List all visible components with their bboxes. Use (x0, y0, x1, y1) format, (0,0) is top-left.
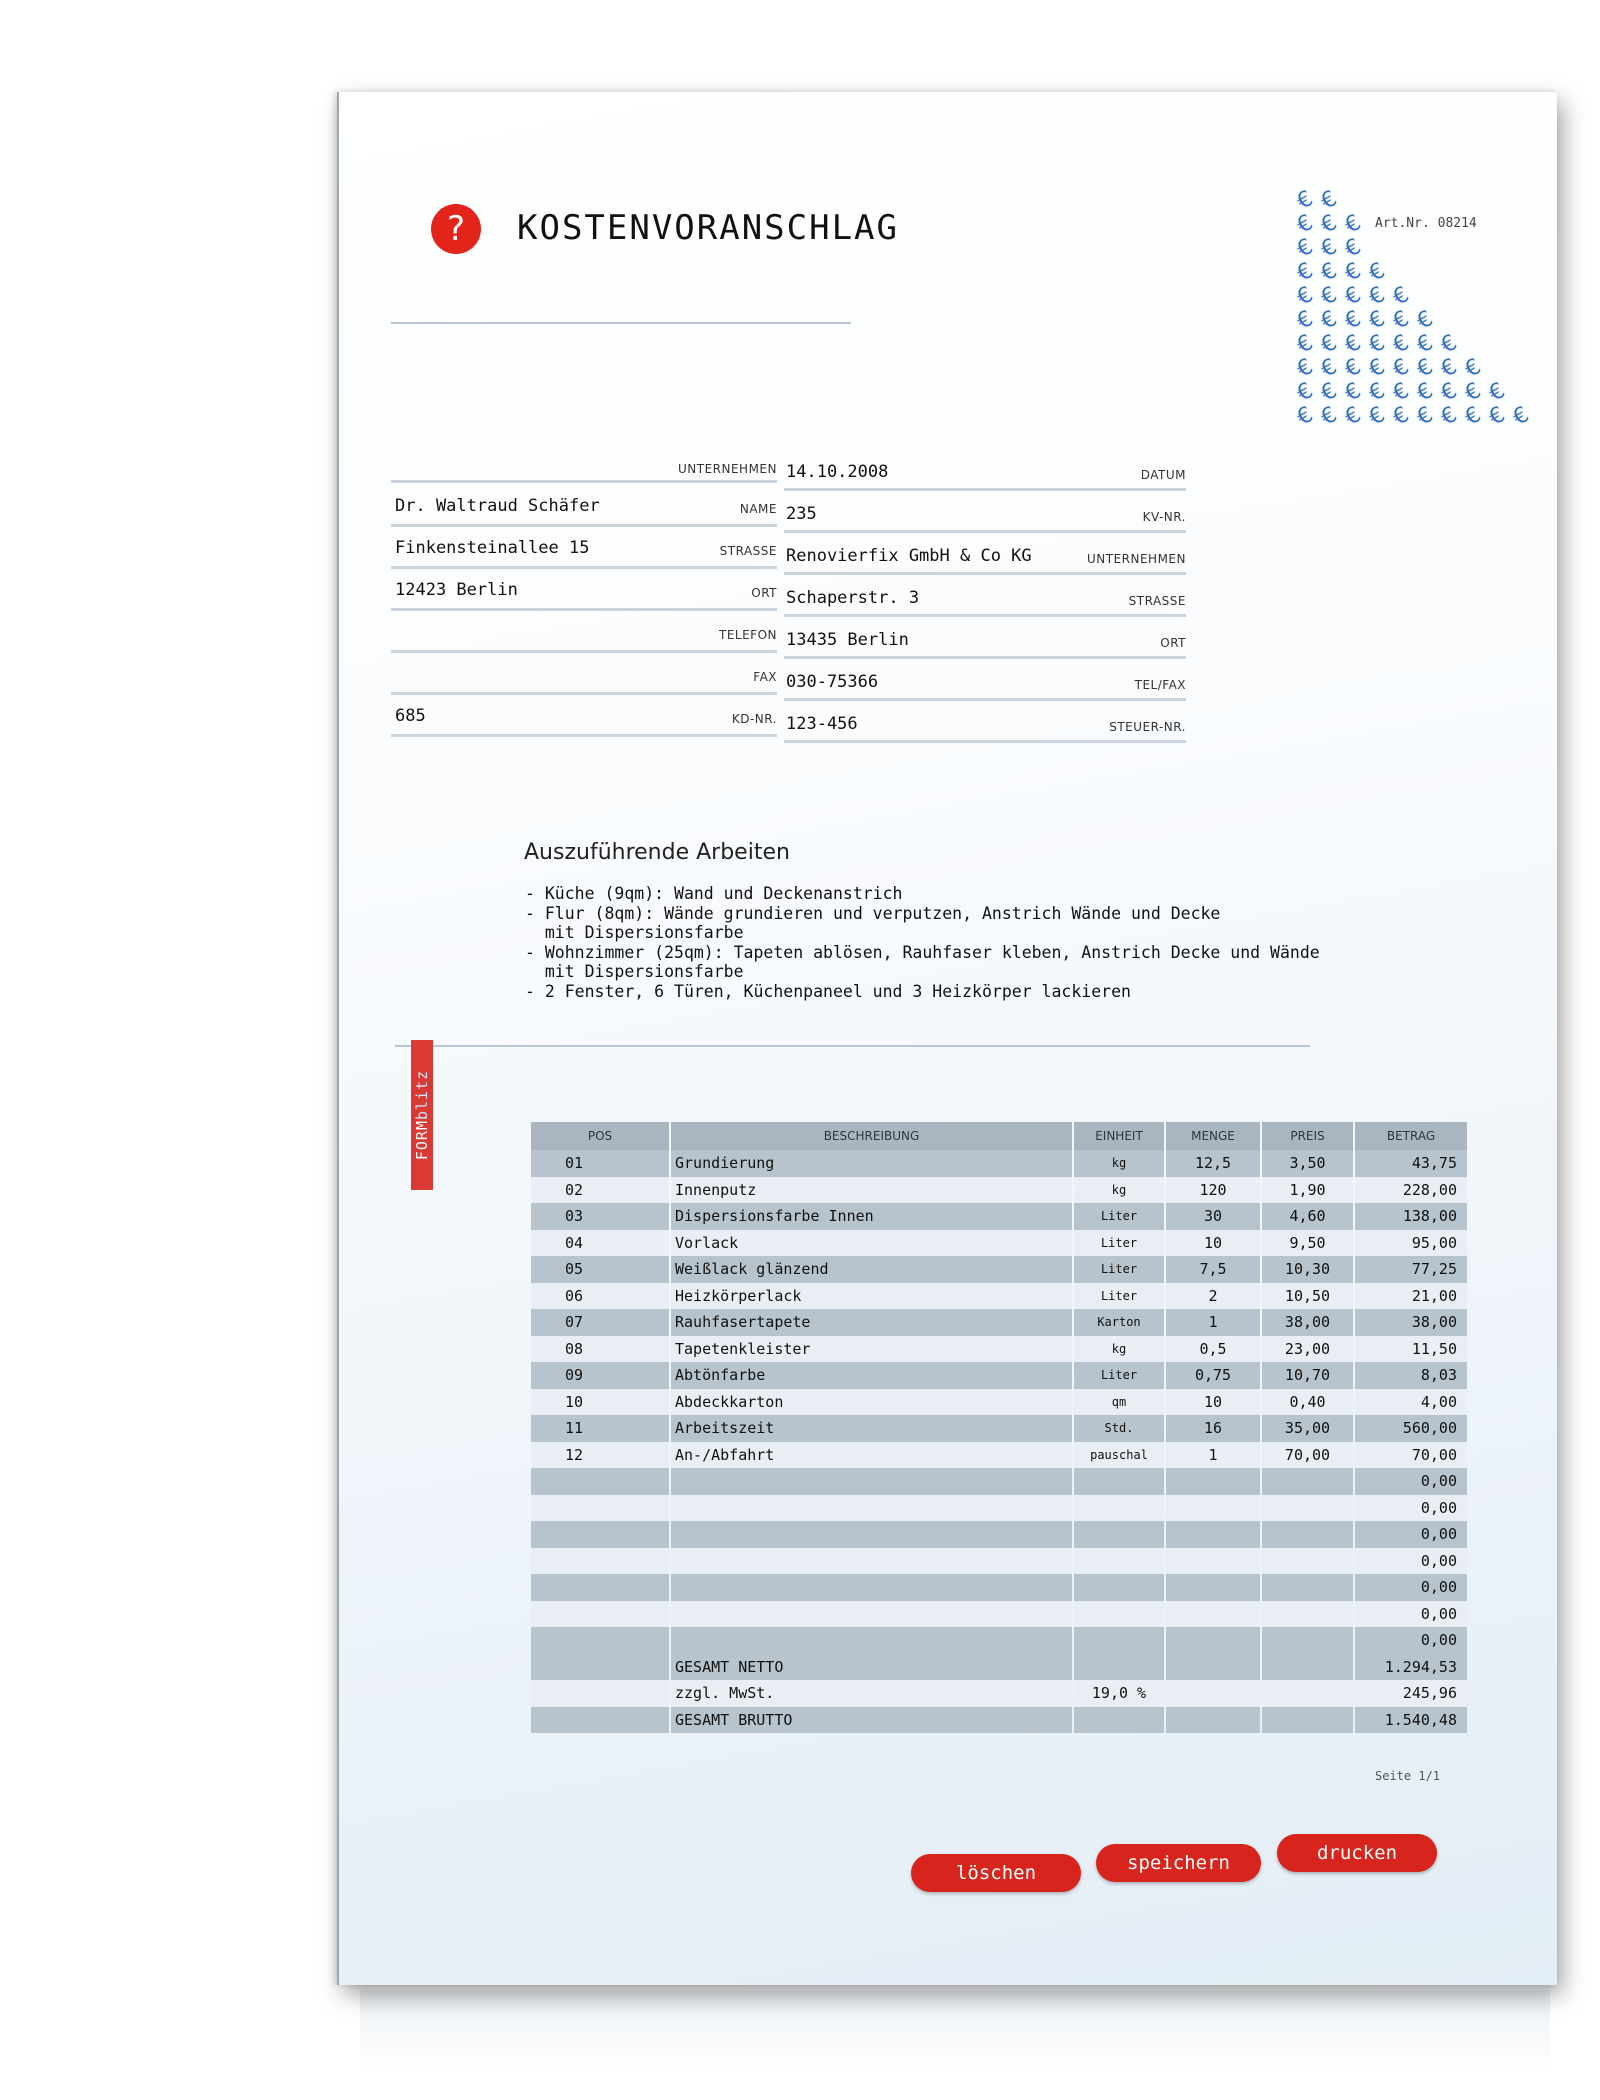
pos-cell[interactable]: 10 (531, 1389, 669, 1416)
description-cell[interactable]: Abtönfarbe (671, 1362, 1072, 1389)
amount-cell: 77,25 (1355, 1256, 1467, 1283)
price-cell[interactable] (1262, 1627, 1353, 1654)
logo-text-form: FORM (413, 1120, 431, 1161)
blank-cell (1166, 1654, 1260, 1681)
table-header-row (531, 1122, 1467, 1150)
pos-cell[interactable]: 09 (531, 1362, 669, 1389)
amount-cell: 95,00 (1355, 1230, 1467, 1257)
unit-cell[interactable]: kg (1074, 1336, 1164, 1363)
amount-cell: 70,00 (1355, 1442, 1467, 1469)
table-row (531, 1177, 1467, 1204)
unit-cell[interactable]: kg (1074, 1177, 1164, 1204)
client-city-field[interactable]: 12423 Berlin (395, 580, 518, 600)
contractor-city-field[interactable]: 13435 Berlin (786, 630, 909, 650)
quote-number-label: KV-NR. (1142, 510, 1186, 524)
amount-cell: 4,00 (1355, 1389, 1467, 1416)
logo-text-blitz: blitz (413, 1069, 431, 1121)
field-rule (784, 656, 1186, 659)
amount-cell: 21,00 (1355, 1283, 1467, 1310)
unit-cell[interactable]: Liter (1074, 1362, 1164, 1389)
description-cell[interactable]: Rauhfasertapete (671, 1309, 1072, 1336)
table-row (531, 1442, 1467, 1469)
table-row (531, 1389, 1467, 1416)
field-rule (391, 734, 777, 737)
price-cell[interactable] (1262, 1548, 1353, 1575)
client-city-label: ORT (751, 586, 777, 600)
unit-cell[interactable]: Karton (1074, 1309, 1164, 1336)
header-price: PREIS (1262, 1122, 1353, 1150)
unit-cell[interactable] (1074, 1521, 1164, 1548)
quantity-cell[interactable] (1166, 1574, 1260, 1601)
field-rule (784, 572, 1186, 575)
table-row (531, 1336, 1467, 1363)
pos-cell[interactable]: 06 (531, 1283, 669, 1310)
formblitz-logo (411, 1040, 433, 1190)
price-cell[interactable]: 10,50 (1262, 1283, 1353, 1310)
amount-cell: 0,00 (1355, 1468, 1467, 1495)
client-name-label: NAME (739, 502, 777, 516)
euro-pattern-icon: € € € € € € € € € € € € € € € € € € € € € € € € € € € € € € € € € € € € € € € € € € € € € € € € € € € € € € € € € (1292, 186, 1534, 431)
brutto-value: 1.540,48 (1355, 1707, 1467, 1734)
pos-cell[interactable]: 01 (531, 1150, 669, 1177)
price-cell[interactable] (1262, 1601, 1353, 1628)
client-phone-label: TELEFON (718, 628, 777, 642)
table-row (531, 1548, 1467, 1575)
description-cell[interactable]: Grundierung (671, 1150, 1072, 1177)
price-cell[interactable]: 23,00 (1262, 1336, 1353, 1363)
date-field[interactable]: 14.10.2008 (786, 462, 889, 482)
amount-cell: 43,75 (1355, 1150, 1467, 1177)
pos-cell[interactable]: 05 (531, 1256, 669, 1283)
amount-cell: 8,03 (1355, 1362, 1467, 1389)
help-icon[interactable]: ? (431, 204, 481, 254)
contractor-street-field[interactable]: Schaperstr. 3 (786, 588, 920, 608)
unit-cell[interactable]: Std. (1074, 1415, 1164, 1442)
table-row (531, 1150, 1467, 1177)
price-cell[interactable]: 38,00 (1262, 1309, 1353, 1336)
quantity-cell[interactable] (1166, 1548, 1260, 1575)
table-row (531, 1203, 1467, 1230)
tax-number-label: STEUER-NR. (1109, 720, 1186, 734)
price-cell[interactable]: 70,00 (1262, 1442, 1353, 1469)
unit-cell[interactable]: Liter (1074, 1203, 1164, 1230)
description-cell[interactable] (671, 1601, 1072, 1628)
delete-button[interactable]: löschen (911, 1854, 1081, 1892)
price-cell[interactable]: 10,30 (1262, 1256, 1353, 1283)
description-cell[interactable] (671, 1495, 1072, 1522)
pos-cell[interactable]: 12 (531, 1442, 669, 1469)
unit-cell[interactable] (1074, 1468, 1164, 1495)
positions-table (529, 1122, 1469, 1733)
table-row (531, 1230, 1467, 1257)
quantity-cell[interactable] (1166, 1495, 1260, 1522)
quantity-cell[interactable]: 0,5 (1166, 1336, 1260, 1363)
contractor-city-label: ORT (1160, 636, 1186, 650)
description-cell[interactable]: Tapetenkleister (671, 1336, 1072, 1363)
header-description: BESCHREIBUNG (671, 1122, 1072, 1150)
pos-cell[interactable]: 02 (531, 1177, 669, 1204)
pos-cell[interactable] (531, 1627, 669, 1654)
tax-number-field[interactable]: 123-456 (786, 714, 858, 734)
field-rule (391, 692, 777, 695)
contractor-phone-fax-label: TEL/FAX (1134, 678, 1186, 692)
pos-cell[interactable] (531, 1574, 669, 1601)
work-description-field[interactable]: - Küche (9qm): Wand und Deckenanstrich - Flur (8qm): Wände grundieren und verputzen, Anstrich Wände und Decke mit Dispersionsfarbe - Wohnzimmer (25qm): Tapeten ablösen, Rauhfaser kleben, Anstrich Decke und Wände mit Dispersionsfarbe - 2 Fenster, 6 Türen, Küchenpaneel und 3 Heizkörper lackieren (525, 884, 1320, 1001)
quantity-cell[interactable] (1166, 1627, 1260, 1654)
field-rule (391, 524, 777, 527)
pos-cell[interactable] (531, 1548, 669, 1575)
section-divider (395, 1045, 1310, 1047)
mwst-label: zzgl. MwSt. (671, 1680, 1072, 1707)
quantity-cell[interactable]: 12,5 (1166, 1150, 1260, 1177)
unit-cell[interactable]: kg (1074, 1150, 1164, 1177)
amount-cell: 0,00 (1355, 1495, 1467, 1522)
client-street-field[interactable]: Finkensteinallee 15 (395, 538, 590, 558)
price-cell[interactable]: 35,00 (1262, 1415, 1353, 1442)
price-cell[interactable]: 3,50 (1262, 1150, 1353, 1177)
client-name-field[interactable]: Dr. Waltraud Schäfer (395, 496, 600, 516)
quantity-cell[interactable]: 10 (1166, 1389, 1260, 1416)
totals-row-brutto (531, 1707, 1467, 1734)
quantity-cell[interactable]: 16 (1166, 1415, 1260, 1442)
amount-cell: 0,00 (1355, 1574, 1467, 1601)
field-rule (784, 488, 1186, 491)
amount-cell: 0,00 (1355, 1601, 1467, 1628)
client-fax-label: FAX (753, 670, 777, 684)
amount-cell: 0,00 (1355, 1548, 1467, 1575)
pos-cell[interactable]: 03 (531, 1203, 669, 1230)
price-cell[interactable] (1262, 1521, 1353, 1548)
contractor-company-label: UNTERNEHMEN (1086, 552, 1186, 566)
page-number: Seite 1/1 (1375, 1769, 1441, 1783)
unit-cell[interactable]: Liter (1074, 1230, 1164, 1257)
quantity-cell[interactable] (1166, 1521, 1260, 1548)
pos-cell[interactable] (531, 1521, 669, 1548)
header-pos: POS (531, 1122, 669, 1150)
field-rule (391, 650, 777, 653)
table-row (531, 1521, 1467, 1548)
unit-cell[interactable] (1074, 1627, 1164, 1654)
table-row (531, 1362, 1467, 1389)
description-cell[interactable]: Heizkörperlack (671, 1283, 1072, 1310)
header-unit: EINHEIT (1074, 1122, 1164, 1150)
amount-cell: 560,00 (1355, 1415, 1467, 1442)
contractor-phone-fax-field[interactable]: 030-75366 (786, 672, 879, 692)
price-cell[interactable]: 10,70 (1262, 1362, 1353, 1389)
client-company-label: UNTERNEHMEN (677, 462, 777, 476)
amount-cell: 0,00 (1355, 1521, 1467, 1548)
brutto-label: GESAMT BRUTTO (671, 1707, 1072, 1734)
table-row (531, 1283, 1467, 1310)
quantity-cell[interactable]: 7,5 (1166, 1256, 1260, 1283)
field-rule (391, 608, 777, 611)
unit-cell[interactable]: Liter (1074, 1283, 1164, 1310)
amount-cell: 0,00 (1355, 1627, 1467, 1654)
print-button[interactable]: drucken (1277, 1834, 1437, 1872)
date-label: DATUM (1140, 468, 1186, 482)
page-reflection (360, 1990, 1550, 2070)
unit-cell[interactable] (1074, 1601, 1164, 1628)
description-cell[interactable]: Arbeitszeit (671, 1415, 1072, 1442)
amount-cell: 38,00 (1355, 1309, 1467, 1336)
document-title: KOSTENVORANSCHLAG (517, 208, 899, 248)
table-row (531, 1574, 1467, 1601)
blank-cell (1166, 1680, 1260, 1707)
description-cell[interactable]: Vorlack (671, 1230, 1072, 1257)
description-cell[interactable] (671, 1521, 1072, 1548)
table-row (531, 1468, 1467, 1495)
quantity-cell[interactable] (1166, 1601, 1260, 1628)
description-cell[interactable]: Dispersionsfarbe Innen (671, 1203, 1072, 1230)
netto-label: GESAMT NETTO (671, 1654, 1072, 1681)
field-rule (784, 740, 1186, 743)
unit-cell[interactable] (1074, 1548, 1164, 1575)
table-row (531, 1415, 1467, 1442)
field-rule (784, 614, 1186, 617)
blank-cell (531, 1680, 669, 1707)
description-cell[interactable] (671, 1548, 1072, 1575)
description-cell[interactable]: Weißlack glänzend (671, 1256, 1072, 1283)
save-button[interactable]: speichern (1096, 1844, 1261, 1882)
pos-cell[interactable]: 07 (531, 1309, 669, 1336)
table-body (531, 1150, 1467, 1654)
pos-cell[interactable] (531, 1495, 669, 1522)
unit-cell[interactable] (1074, 1495, 1164, 1522)
quantity-cell[interactable]: 1 (1166, 1309, 1260, 1336)
amount-cell: 138,00 (1355, 1203, 1467, 1230)
quantity-cell[interactable]: 2 (1166, 1283, 1260, 1310)
totals-row-mwst (531, 1680, 1467, 1707)
price-cell[interactable]: 0,40 (1262, 1389, 1353, 1416)
pos-cell[interactable]: 11 (531, 1415, 669, 1442)
field-rule (784, 530, 1186, 533)
article-number: Art.Nr. 08214 (1375, 216, 1477, 231)
field-rule (391, 480, 777, 483)
blank-cell (531, 1654, 669, 1681)
amount-cell: 11,50 (1355, 1336, 1467, 1363)
contractor-company-field[interactable]: Renovierfix GmbH & Co KG (786, 546, 1032, 566)
pos-cell[interactable]: 08 (531, 1336, 669, 1363)
quote-number-field[interactable]: 235 (786, 504, 817, 524)
pos-cell[interactable] (531, 1468, 669, 1495)
blank-cell (531, 1707, 669, 1734)
unit-cell[interactable]: pauschal (1074, 1442, 1164, 1469)
table-row (531, 1495, 1467, 1522)
description-cell[interactable] (671, 1574, 1072, 1601)
amount-cell: 228,00 (1355, 1177, 1467, 1204)
description-cell[interactable]: Innenputz (671, 1177, 1072, 1204)
blank-cell (1074, 1707, 1164, 1734)
totals-row-netto (531, 1654, 1467, 1681)
description-cell[interactable]: An-/Abfahrt (671, 1442, 1072, 1469)
mwst-rate-field[interactable]: 19,0 % (1074, 1680, 1164, 1707)
blank-cell (1074, 1654, 1164, 1681)
unit-cell[interactable]: Liter (1074, 1256, 1164, 1283)
blank-cell (1166, 1707, 1260, 1734)
price-cell[interactable] (1262, 1468, 1353, 1495)
description-cell[interactable]: Abdeckkarton (671, 1389, 1072, 1416)
blank-cell (1262, 1654, 1353, 1681)
blank-cell (1262, 1680, 1353, 1707)
work-section-title: Auszuführende Arbeiten (524, 840, 790, 865)
quantity-cell[interactable]: 30 (1166, 1203, 1260, 1230)
quantity-cell[interactable]: 1 (1166, 1442, 1260, 1469)
price-cell[interactable]: 4,60 (1262, 1203, 1353, 1230)
unit-cell[interactable]: qm (1074, 1389, 1164, 1416)
header-amount: BETRAG (1355, 1122, 1467, 1150)
client-street-label: STRASSE (719, 544, 777, 558)
price-cell[interactable] (1262, 1574, 1353, 1601)
totals (531, 1654, 1467, 1734)
field-rule (391, 566, 777, 569)
quantity-cell[interactable] (1166, 1468, 1260, 1495)
price-cell[interactable] (1262, 1495, 1353, 1522)
price-cell[interactable]: 9,50 (1262, 1230, 1353, 1257)
netto-value: 1.294,53 (1355, 1654, 1467, 1681)
client-number-field[interactable]: 685 (395, 706, 426, 726)
header-quantity: MENGE (1166, 1122, 1260, 1150)
description-cell[interactable] (671, 1627, 1072, 1654)
description-cell[interactable] (671, 1468, 1072, 1495)
table-row (531, 1256, 1467, 1283)
blank-cell (1262, 1707, 1353, 1734)
unit-cell[interactable] (1074, 1574, 1164, 1601)
price-cell[interactable]: 1,90 (1262, 1177, 1353, 1204)
table-row (531, 1309, 1467, 1336)
table-row (531, 1601, 1467, 1628)
contractor-street-label: STRASSE (1128, 594, 1186, 608)
quantity-cell[interactable]: 120 (1166, 1177, 1260, 1204)
field-rule (784, 698, 1186, 701)
pos-cell[interactable] (531, 1601, 669, 1628)
client-number-label: KD-NR. (731, 712, 777, 726)
quantity-cell[interactable]: 0,75 (1166, 1362, 1260, 1389)
mwst-value: 245,96 (1355, 1680, 1467, 1707)
quantity-cell[interactable]: 10 (1166, 1230, 1260, 1257)
title-underline (391, 322, 851, 324)
document-page (337, 92, 1557, 1985)
table-row (531, 1627, 1467, 1654)
pos-cell[interactable]: 04 (531, 1230, 669, 1257)
